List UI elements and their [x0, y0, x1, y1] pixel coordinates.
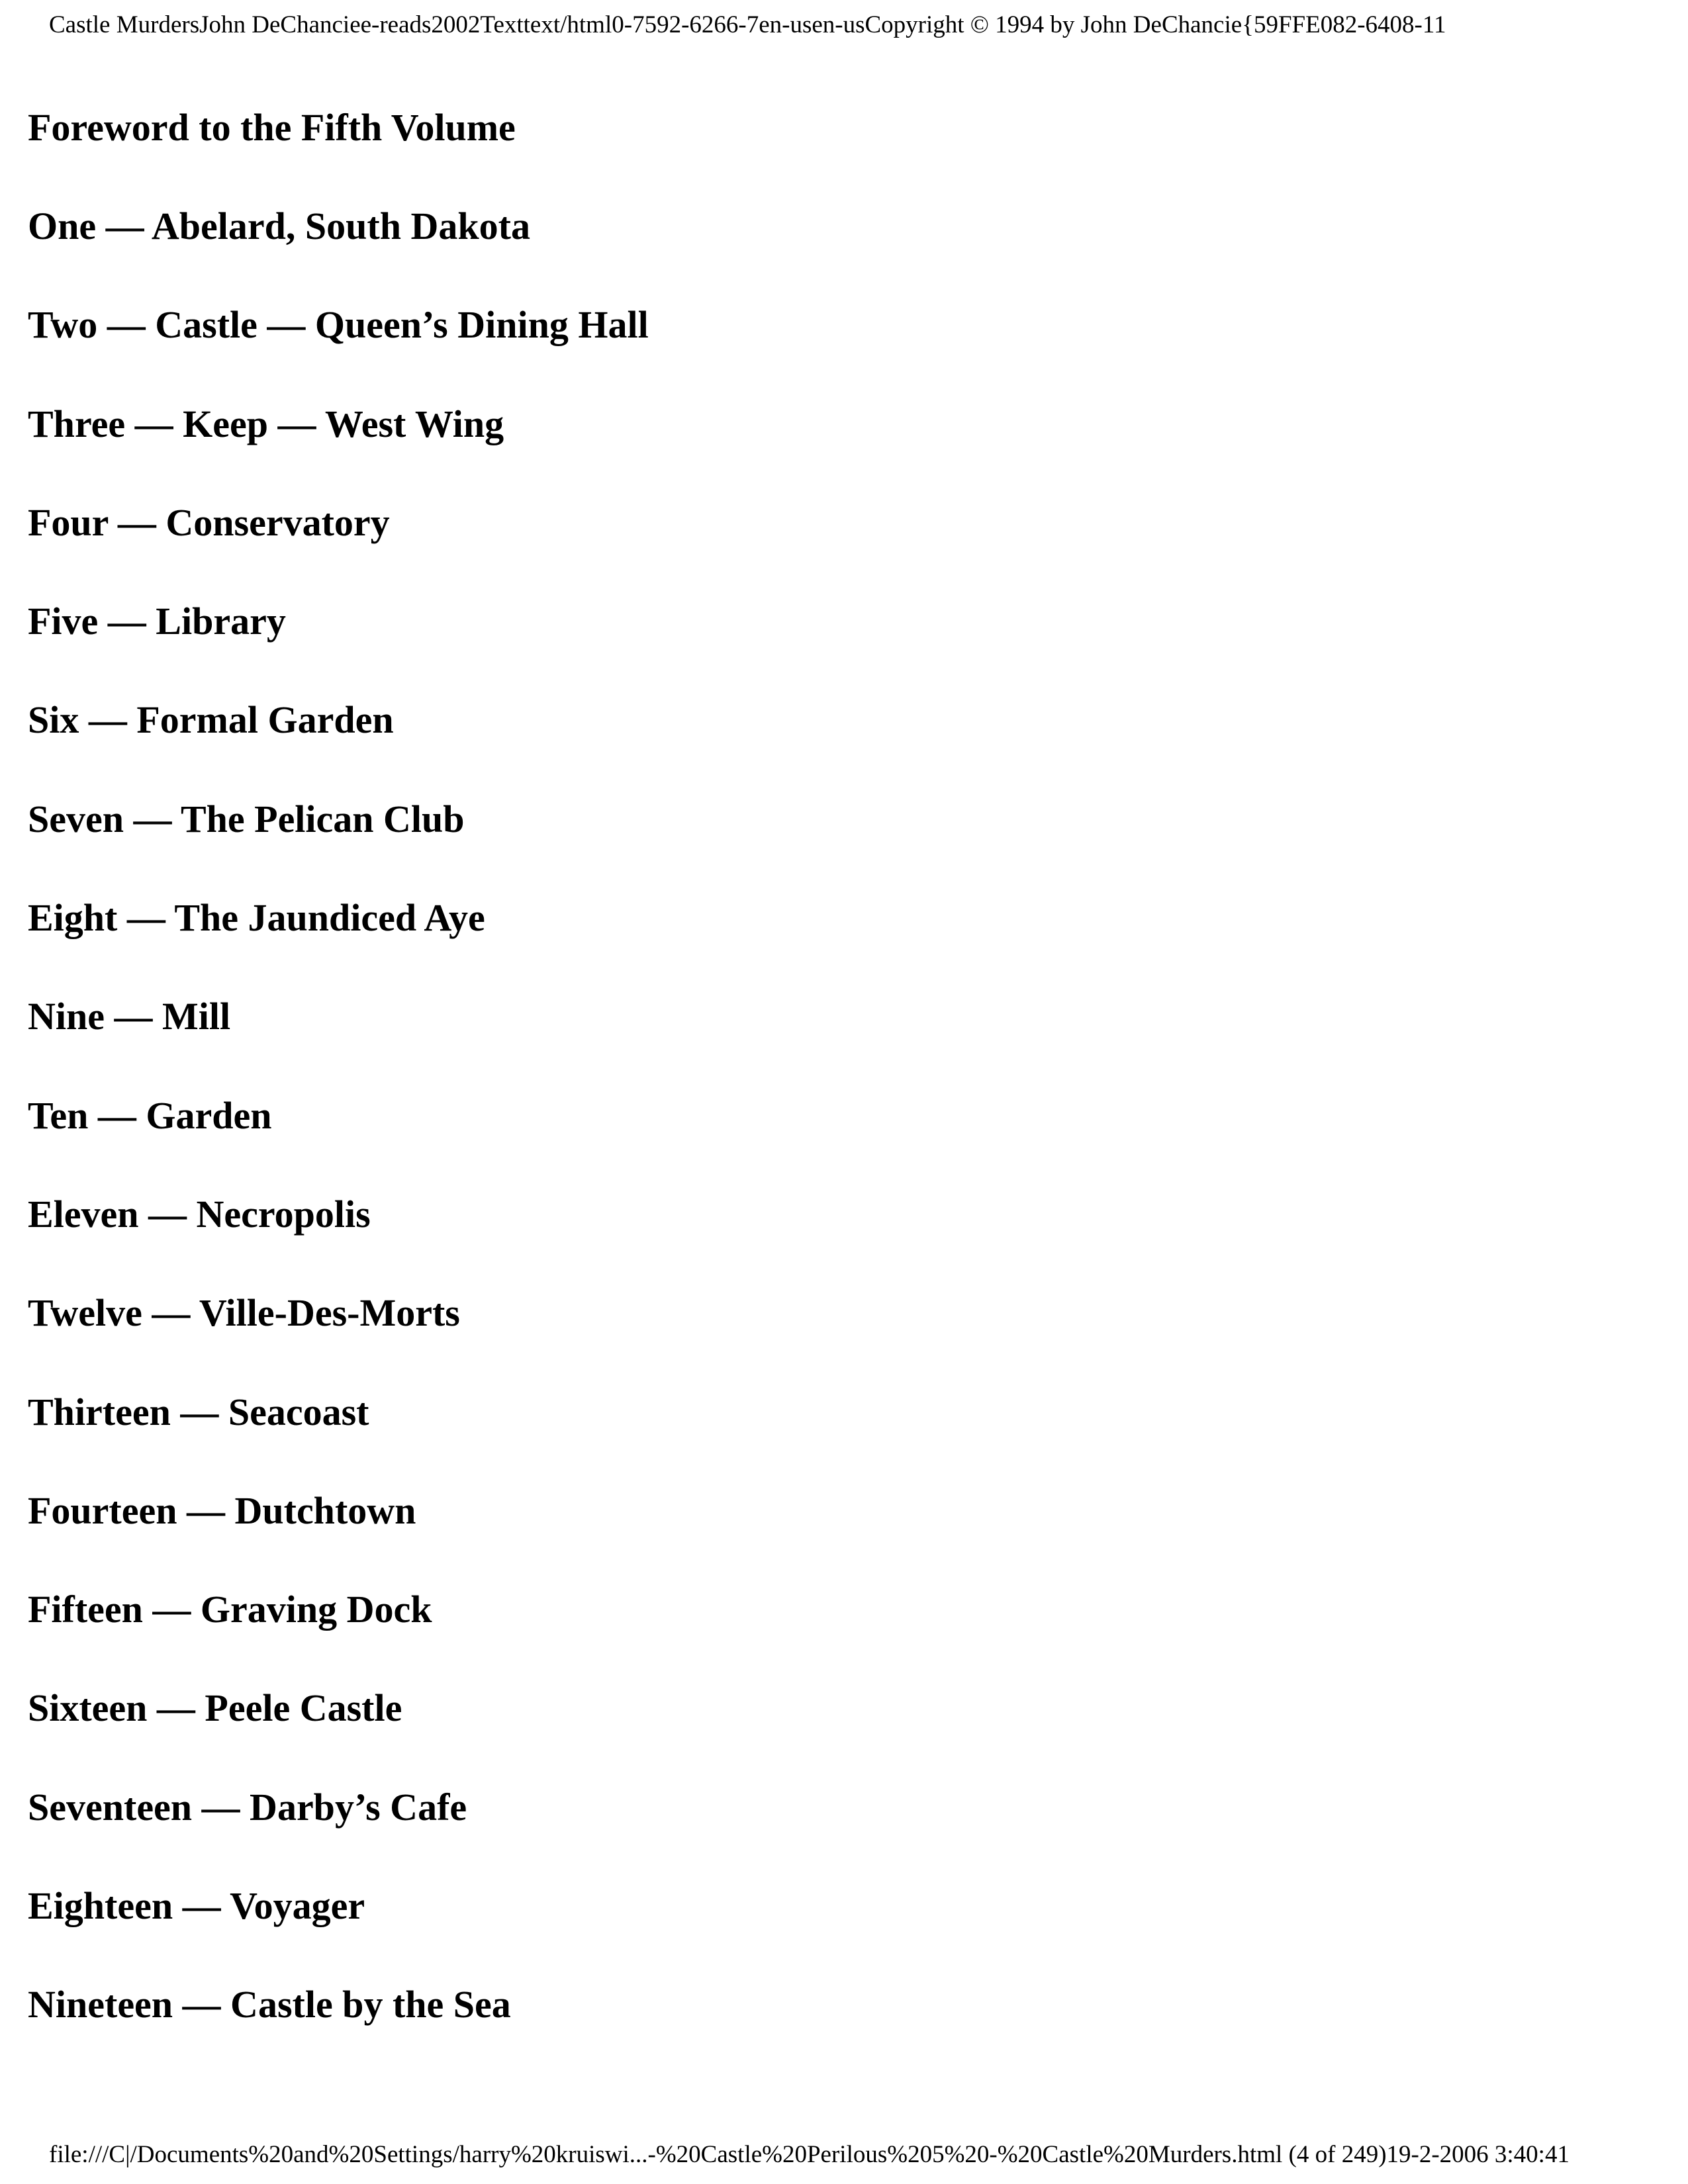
toc-item-chapter-17[interactable]: Seventeen — Darby’s Cafe [28, 1785, 467, 1829]
toc-item-chapter-2[interactable]: Two — Castle — Queen’s Dining Hall [28, 303, 649, 347]
toc-item-chapter-4[interactable]: Four — Conservatory [28, 500, 390, 544]
toc-item-chapter-6[interactable]: Six — Formal Garden [28, 698, 394, 742]
toc-item-chapter-10[interactable]: Ten — Garden [28, 1093, 272, 1137]
toc-item-chapter-1[interactable]: One — Abelard, South Dakota [28, 204, 530, 248]
toc-item-chapter-3[interactable]: Three — Keep — West Wing [28, 402, 504, 445]
toc-item-chapter-13[interactable]: Thirteen — Seacoast [28, 1390, 369, 1433]
toc-item-chapter-9[interactable]: Nine — Mill [28, 995, 231, 1038]
toc-item-chapter-11[interactable]: Eleven — Necropolis [28, 1192, 371, 1236]
toc-item-chapter-18[interactable]: Eighteen — Voyager [28, 1884, 365, 1927]
page-header: Castle MurdersJohn DeChanciee-reads2002Texttext/html0-7592-6266-7en-usen-usCopyright © 1994 by John DeChancie{59FFE082-6408-11 [49, 11, 1446, 38]
table-of-contents [28, 78, 649, 2054]
toc-item-chapter-8[interactable]: Eight — The Jaundiced Aye [28, 896, 485, 940]
toc-item-chapter-12[interactable]: Twelve — Ville-Des-Morts [28, 1291, 460, 1335]
toc-item-chapter-15[interactable]: Fifteen — Graving Dock [28, 1588, 432, 1631]
toc-item-foreword[interactable]: Foreword to the Fifth Volume [28, 105, 516, 149]
toc-item-chapter-16[interactable]: Sixteen — Peele Castle [28, 1686, 402, 1730]
toc-item-chapter-7[interactable]: Seven — The Pelican Club [28, 797, 465, 841]
toc-item-chapter-5[interactable]: Five — Library [28, 600, 286, 643]
page-footer: file:///C|/Documents%20and%20Settings/harry%20kruiswi...-%20Castle%20Perilous%205%20-%20Castle%20Murders.html (4 of 249)19-2-2006 3:40:41 [49, 2141, 1570, 2168]
toc-item-chapter-19[interactable]: Nineteen — Castle by the Sea [28, 1983, 511, 2026]
toc-item-chapter-14[interactable]: Fourteen — Dutchtown [28, 1488, 416, 1532]
